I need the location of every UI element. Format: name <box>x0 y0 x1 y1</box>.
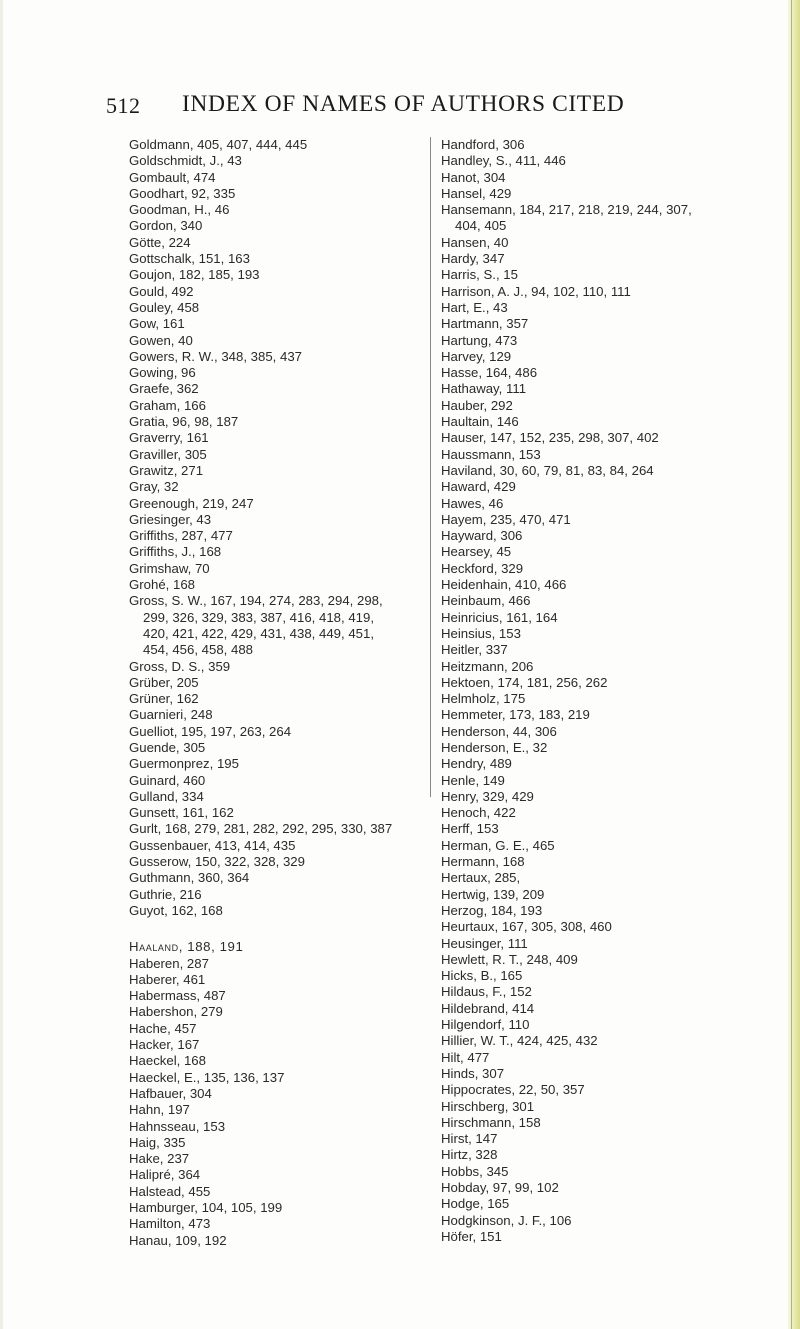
index-entry: Guyot, 162, 168 <box>129 902 223 918</box>
index-entry: Hayward, 306 <box>441 528 523 544</box>
index-entry: Guarnieri, 248 <box>129 707 213 723</box>
index-entry: Gottschalk, 151, 163 <box>129 251 250 267</box>
index-entry: Haward, 429 <box>441 479 516 495</box>
index-entry: Heitzmann, 206 <box>441 658 534 674</box>
index-entry: Hearsey, 45 <box>441 544 512 560</box>
index-entry: Hildaus, F., 152 <box>441 984 532 1000</box>
index-entry: Henderson, E., 32 <box>441 739 548 755</box>
index-entry: Henry, 329, 429 <box>441 788 534 804</box>
index-entry: Hewlett, R. T., 248, 409 <box>441 951 578 967</box>
index-entry: Hafbauer, 304 <box>129 1085 212 1101</box>
index-entry: Grimshaw, 70 <box>129 560 210 576</box>
index-entry: Hahn, 197 <box>129 1102 190 1118</box>
index-entry: Guende, 305 <box>129 739 206 755</box>
index-entry: Graverry, 161 <box>129 430 209 446</box>
index-entry: Graham, 166 <box>129 397 206 413</box>
index-entry: Herman, G. E., 465 <box>441 837 555 853</box>
index-entry: Griesinger, 43 <box>129 511 212 527</box>
index-entry: Herzog, 184, 193 <box>441 902 543 918</box>
index-entry: Habershon, 279 <box>129 1004 223 1020</box>
index-entry: Hodge, 165 <box>441 1196 510 1212</box>
index-entry-section-start: Haaland, 188, 191 <box>129 939 244 955</box>
index-entry: Griffiths, 287, 477 <box>129 528 233 544</box>
index-entry: Hertwig, 139, 209 <box>441 886 545 902</box>
index-entry: Hansel, 429 <box>441 185 512 201</box>
index-entry: Gouley, 458 <box>129 299 200 315</box>
index-entry: Hart, E., 43 <box>441 299 508 315</box>
index-entry: Gurlt, 168, 279, 281, 282, 292, 295, 330, 387 <box>129 821 393 837</box>
index-entry: Grawitz, 271 <box>129 462 204 478</box>
index-entry: Grüber, 205 <box>129 674 199 690</box>
index-entry: Hartmann, 357 <box>441 316 529 332</box>
index-entry: Gross, S. W., 167, 194, 274, 283, 294, 298, <box>129 593 383 609</box>
index-entry: Gusserow, 150, 322, 328, 329 <box>129 854 305 870</box>
index-entry: Halstead, 455 <box>129 1183 211 1199</box>
index-entry: Graefe, 362 <box>129 381 199 397</box>
index-entry: Guthmann, 360, 364 <box>129 870 250 886</box>
index-entry: Hamilton, 473 <box>129 1216 211 1232</box>
index-entry: Heinsius, 153 <box>441 625 521 641</box>
index-entry: Hirschmann, 158 <box>441 1114 541 1130</box>
section-gap <box>129 919 409 939</box>
index-column-left <box>129 137 409 1249</box>
index-entry-continuation: 299, 326, 329, 383, 387, 416, 418, 419, <box>143 609 374 625</box>
index-entry: Hobbs, 345 <box>441 1163 509 1179</box>
index-entry: Guelliot, 195, 197, 263, 264 <box>129 723 292 739</box>
index-entry: Hermann, 168 <box>441 854 525 870</box>
index-entry: Höfer, 151 <box>441 1228 502 1244</box>
index-entry-continuation: 420, 421, 422, 429, 431, 438, 449, 451, <box>143 625 374 641</box>
index-entry: Heckford, 329 <box>441 560 524 576</box>
index-entry-continuation: 454, 456, 458, 488 <box>143 642 253 658</box>
index-entry: Hobday, 97, 99, 102 <box>441 1180 559 1195</box>
index-entry: Halipré, 364 <box>129 1167 201 1183</box>
index-entry: Haviland, 30, 60, 79, 81, 83, 84, 264 <box>441 462 654 478</box>
index-entry: Götte, 224 <box>129 234 191 250</box>
index-entry: Hendry, 489 <box>441 756 512 772</box>
index-entry: Gowers, R. W., 348, 385, 437 <box>129 348 302 364</box>
index-entry: Haberen, 287 <box>129 955 209 971</box>
index-entry: Goodhart, 92, 335 <box>129 185 236 201</box>
index-entry: Harvey, 129 <box>441 348 512 364</box>
index-entry: Hildebrand, 414 <box>441 1000 535 1016</box>
index-entry: Guermonprez, 195 <box>129 756 239 772</box>
index-entry: Gordon, 340 <box>129 218 203 234</box>
index-entry: Goldschmidt, J., 43 <box>129 153 242 169</box>
index-entry: Graviller, 305 <box>129 446 207 462</box>
index-entry: Gowing, 96 <box>129 365 196 381</box>
index-entry: Hektoen, 174, 181, 256, 262 <box>441 674 608 690</box>
index-entry: Gombault, 474 <box>129 169 216 185</box>
index-entry: Hauber, 292 <box>441 397 513 413</box>
index-entry: Hilgendorf, 110 <box>441 1017 530 1033</box>
index-entry: Hirtz, 328 <box>441 1147 498 1163</box>
index-entry: Henderson, 44, 306 <box>441 723 557 739</box>
index-entry: Hippocrates, 22, 50, 357 <box>441 1082 585 1098</box>
index-entry: Hache, 457 <box>129 1020 197 1036</box>
index-entry: Gray, 32 <box>129 479 179 495</box>
index-entry: Gratia, 96, 98, 187 <box>129 414 239 430</box>
index-entry: Heusinger, 111 <box>441 935 528 951</box>
index-entry: Haberer, 461 <box>129 971 206 987</box>
index-entry: Hahnsseau, 153 <box>129 1118 226 1134</box>
index-entry: Greenough, 219, 247 <box>129 495 254 511</box>
index-entry-continuation: 404, 405 <box>455 218 507 234</box>
index-entry: Hodgkinson, J. F., 106 <box>441 1212 572 1228</box>
index-entry: Grüner, 162 <box>129 691 199 707</box>
index-entry: Hauser, 147, 152, 235, 298, 307, 402 <box>441 430 659 446</box>
page-edge-line <box>791 0 792 1329</box>
index-column-right <box>430 137 731 1244</box>
page-number: 512 <box>106 93 141 118</box>
index-entry: Heurtaux, 167, 305, 308, 460 <box>441 919 612 935</box>
page-header <box>0 93 800 133</box>
index-entry: Handford, 306 <box>441 137 525 152</box>
index-entry: Hirst, 147 <box>441 1131 498 1147</box>
index-entry: Habermass, 487 <box>129 988 226 1004</box>
index-entry: Heidenhain, 410, 466 <box>441 577 567 593</box>
running-title: INDEX OF NAMES OF AUTHORS CITED <box>182 91 625 117</box>
index-entry: Gould, 492 <box>129 283 194 299</box>
index-entry: Gussenbauer, 413, 414, 435 <box>129 837 296 853</box>
index-entry: Henle, 149 <box>441 772 505 788</box>
index-entry: Guinard, 460 <box>129 772 206 788</box>
index-entry: Hertaux, 285, <box>441 870 521 886</box>
index-entry: Goldmann, 405, 407, 444, 445 <box>129 137 308 152</box>
index-entry: Heinbaum, 466 <box>441 593 531 609</box>
index-entry: Hanot, 304 <box>441 169 506 185</box>
index-entry: Haeckel, E., 135, 136, 137 <box>129 1069 285 1085</box>
index-entry: Hinds, 307 <box>441 1065 505 1081</box>
index-entry: Hawes, 46 <box>441 495 504 511</box>
index-entry: Harris, S., 15 <box>441 267 518 283</box>
index-entry: Hasse, 164, 486 <box>441 365 538 381</box>
index-entry: Haussmann, 153 <box>441 446 541 462</box>
index-entry: Goujon, 182, 185, 193 <box>129 267 260 283</box>
index-entry: Harrison, A. J., 94, 102, 110, 111 <box>441 283 631 299</box>
index-entry: Hansen, 40 <box>441 234 509 250</box>
index-entry: Hardy, 347 <box>441 251 505 267</box>
index-entry: Gow, 161 <box>129 316 185 332</box>
index-entry: Guthrie, 216 <box>129 886 202 902</box>
index-entry: Gunsett, 161, 162 <box>129 805 234 821</box>
index-entry: Heinricius, 161, 164 <box>441 609 558 625</box>
index-entry: Haeckel, 168 <box>129 1053 206 1069</box>
index-entry: Hirschberg, 301 <box>441 1098 535 1114</box>
index-entry: Heitler, 337 <box>441 642 508 658</box>
index-entry: Hanau, 109, 192 <box>129 1232 227 1248</box>
index-entry: Hilt, 477 <box>441 1049 490 1065</box>
index-entry: Henoch, 422 <box>441 805 516 821</box>
index-entry: Gulland, 334 <box>129 788 204 804</box>
index-entry: Hathaway, 111 <box>441 381 527 397</box>
index-entry: Hamburger, 104, 105, 199 <box>129 1200 283 1215</box>
page-left-edge <box>0 0 3 1329</box>
index-entry: Haig, 335 <box>129 1134 186 1150</box>
index-entry: Hemmeter, 173, 183, 219 <box>441 707 590 723</box>
index-entry: Hake, 237 <box>129 1151 190 1167</box>
index-entry: Hayem, 235, 470, 471 <box>441 511 571 527</box>
index-entry: Handley, S., 411, 446 <box>441 153 566 169</box>
index-entry: Helmholz, 175 <box>441 691 526 707</box>
index-entry: Gross, D. S., 359 <box>129 658 231 674</box>
index-entry: Hillier, W. T., 424, 425, 432 <box>441 1033 598 1049</box>
index-entry: Gowen, 40 <box>129 332 193 348</box>
page-edge-shading <box>788 0 800 1329</box>
index-entry: Hansemann, 184, 217, 218, 219, 244, 307, <box>441 202 692 218</box>
index-entry: Hartung, 473 <box>441 332 518 348</box>
index-entry: Grohé, 168 <box>129 577 195 593</box>
index-entry: Goodman, H., 46 <box>129 202 230 218</box>
index-entry: Hicks, B., 165 <box>441 968 523 984</box>
index-entry: Griffiths, J., 168 <box>129 544 222 560</box>
index-entry: Haultain, 146 <box>441 414 519 430</box>
index-entry: Hacker, 167 <box>129 1037 200 1053</box>
index-entry: Herff, 153 <box>441 821 499 837</box>
